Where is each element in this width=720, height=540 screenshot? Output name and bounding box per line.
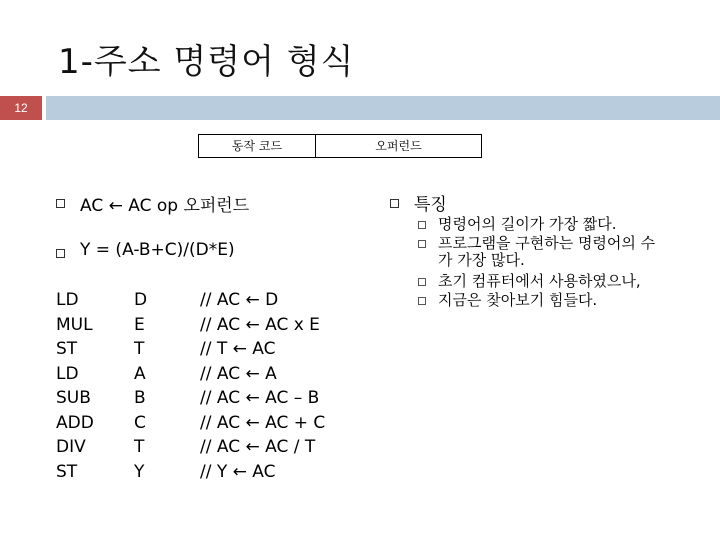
- operand: T: [134, 339, 145, 359]
- opcode-column: [56, 288, 94, 484]
- operand: B: [134, 388, 146, 408]
- bullet-square-icon: [56, 199, 65, 208]
- opcode: ST: [56, 339, 78, 359]
- slide-number: 12: [14, 101, 28, 115]
- operand: C: [134, 412, 146, 433]
- opcode: ADD: [56, 412, 94, 433]
- bullet-square-icon: [56, 249, 65, 258]
- comment: // AC ← AC x E: [200, 314, 320, 335]
- comment: // Y ← AC: [200, 461, 276, 482]
- comment: // AC ← AC / T: [200, 437, 316, 457]
- feature-item: 명령어의 길이가 가장 짧다.: [438, 215, 617, 233]
- slide-number-box: [0, 96, 42, 120]
- operand: D: [134, 290, 148, 310]
- comment: // AC ← A: [200, 363, 277, 384]
- sub-bullet-icon: [418, 221, 426, 229]
- header-bar-band: [46, 96, 720, 120]
- opcode: LD: [56, 290, 79, 310]
- comment: // AC ← AC – B: [200, 388, 320, 408]
- features-heading: 특징: [414, 195, 447, 215]
- comment: // AC ← AC + C: [200, 412, 326, 433]
- opcode: ST: [56, 461, 78, 482]
- sub-bullet-icon: [418, 297, 426, 305]
- operand: A: [134, 363, 146, 384]
- operand: T: [134, 437, 145, 457]
- operand-field-label: 오퍼런드: [375, 139, 422, 153]
- comment: // AC ← D: [200, 290, 279, 310]
- feature-item: 초기 컴퓨터에서 사용하였으나,: [438, 272, 641, 290]
- bullet-ac-operation: AC ← AC op 오퍼런드: [80, 196, 250, 216]
- feature-item: 지금은 찾아보기 힘들다.: [438, 291, 598, 309]
- feature-item: 프로그램을 구현하는 명령어의 수: [438, 234, 656, 252]
- operand-column: [134, 288, 147, 484]
- opcode-field-label: 동작 코드: [231, 139, 283, 153]
- opcode: DIV: [56, 437, 86, 457]
- opcode: LD: [56, 363, 79, 384]
- operand: Y: [134, 461, 145, 482]
- opcode: SUB: [56, 388, 91, 408]
- sub-bullet-icon: [418, 240, 426, 248]
- bullet-expression: Y = (A-B+C)/(D*E): [80, 240, 235, 260]
- bullet-square-icon: [390, 199, 399, 208]
- instruction-format-box: [198, 134, 482, 158]
- operand: E: [134, 314, 145, 335]
- comment-column: [200, 288, 325, 484]
- sub-bullet-icon: [418, 278, 426, 286]
- opcode: MUL: [56, 314, 93, 335]
- header-bar: [0, 96, 720, 120]
- feature-item-continued: 가 가장 많다.: [438, 251, 525, 269]
- slide-title: 1-주소 명령어 형식: [58, 42, 355, 82]
- comment: // T ← AC: [200, 339, 276, 359]
